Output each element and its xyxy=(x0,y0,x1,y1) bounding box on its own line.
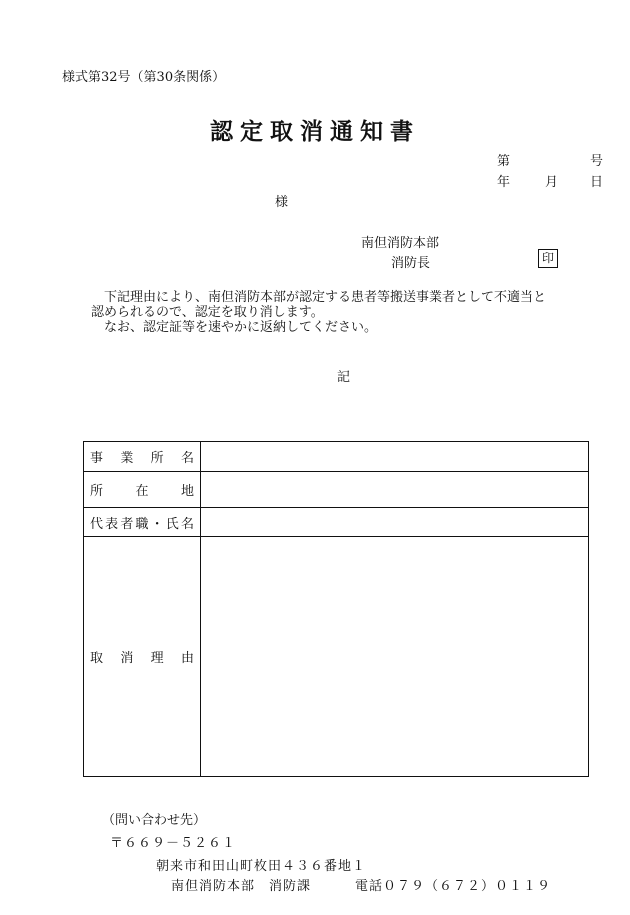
date-day-label: 日 xyxy=(590,175,604,190)
label-char: 所 xyxy=(90,484,104,499)
body-line-1: 下記理由により、南但消防本部が認定する患者等搬送事業者として不適当と xyxy=(104,290,547,305)
label-char: 所 xyxy=(150,451,164,466)
label-text xyxy=(90,513,194,532)
table-row xyxy=(84,442,589,472)
form-number: 様式第32号（第30条関係） xyxy=(62,70,226,85)
table-row xyxy=(84,537,589,777)
label-char: 理 xyxy=(150,651,164,666)
label-char: 取 xyxy=(90,651,104,666)
date-year-label: 年 xyxy=(497,175,511,190)
sender-title: 消防長 xyxy=(391,256,431,271)
label-text xyxy=(90,480,194,499)
label-char: 表 xyxy=(105,516,119,532)
label-text xyxy=(90,647,194,666)
document-title: 認定取消通知書 xyxy=(210,118,420,145)
contact-postal: 〒６６９－５２６１ xyxy=(110,836,237,851)
value-location[interactable] xyxy=(201,472,589,508)
label-char: 由 xyxy=(180,651,194,666)
label-char: ・ xyxy=(150,516,164,532)
label-char: 職 xyxy=(135,516,149,532)
label-char: 在 xyxy=(135,484,149,499)
addressee-suffix: 様 xyxy=(275,195,289,210)
label-business-name xyxy=(84,442,201,472)
value-representative[interactable] xyxy=(201,508,589,537)
label-char: 名 xyxy=(180,451,194,466)
label-char: 事 xyxy=(90,451,104,466)
contact-phone: 電話０７９（６７２）０１１９ xyxy=(355,879,552,894)
number-suffix: 号 xyxy=(590,154,604,169)
label-char: 業 xyxy=(120,451,134,466)
label-char: 代 xyxy=(90,516,104,532)
label-char: 名 xyxy=(180,516,194,532)
label-representative xyxy=(84,508,201,537)
sender-organization: 南但消防本部 xyxy=(361,236,440,251)
seal-mark: 印 xyxy=(538,249,558,268)
body-line-2: 認められるので、認定を取り消します。 xyxy=(91,305,324,320)
ki-heading: 記 xyxy=(337,370,351,385)
contact-department: 南但消防本部 消防課 xyxy=(171,879,312,894)
contact-address: 朝来市和田山町枚田４３６番地１ xyxy=(156,859,367,874)
label-char: 氏 xyxy=(165,516,179,532)
value-cancel-reason[interactable] xyxy=(201,537,589,777)
table-row xyxy=(84,508,589,537)
number-prefix: 第 xyxy=(497,154,511,169)
label-char: 地 xyxy=(180,484,194,499)
table-row xyxy=(84,472,589,508)
label-cancel-reason xyxy=(84,537,201,777)
details-table xyxy=(83,441,589,777)
value-business-name[interactable] xyxy=(201,442,589,472)
label-char: 者 xyxy=(120,516,134,532)
date-month-label: 月 xyxy=(545,175,559,190)
body-line-3: なお、認定証等を速やかに返納してください。 xyxy=(104,320,378,335)
contact-heading: （問い合わせ先） xyxy=(102,813,207,828)
label-location xyxy=(84,472,201,508)
label-char: 消 xyxy=(120,651,134,666)
notice-body xyxy=(91,290,591,335)
label-text xyxy=(90,447,194,466)
